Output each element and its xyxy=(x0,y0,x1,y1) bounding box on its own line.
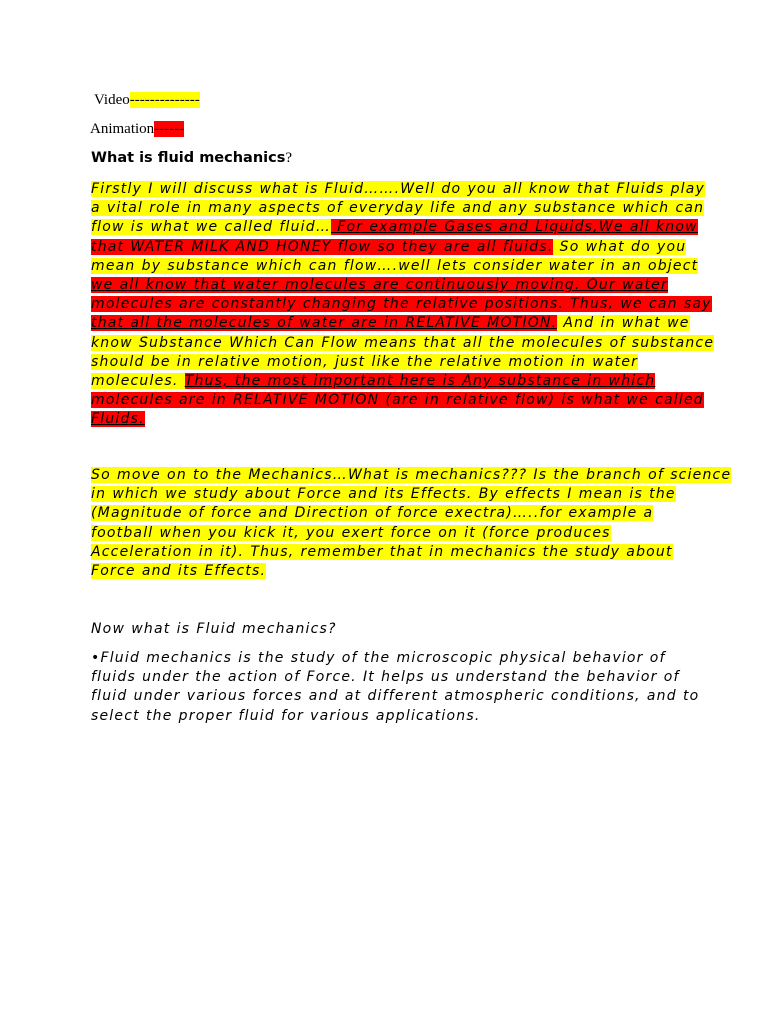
p4-line-4: select the proper fluid for various applications. xyxy=(91,707,481,724)
p1-line-9: know Substance Which Can Flow means that all the molecules of substance xyxy=(91,334,715,351)
p4-line-3: fluid under various forces and at different atmospheric conditions, and to xyxy=(91,688,700,705)
p1-line-4a: that WATER MILK AND HONEY flow so they are all fluids. xyxy=(91,238,554,255)
p1-line-2: a vital role in many aspects of everyday life and any substance which can xyxy=(91,200,705,217)
p1-line-10: should be in relative motion, just like the relative motion in water xyxy=(91,353,639,370)
p1-line-13: Fluids. xyxy=(91,411,145,428)
animation-label: Animation xyxy=(90,121,155,137)
heading xyxy=(91,150,292,167)
p2-line-5: Acceleration in it). Thus, remember that in mechanics the study about xyxy=(91,543,673,560)
p4-line-2: fluids under the action of Force. It helps us understand the behavior of xyxy=(91,669,680,686)
video-label: Video xyxy=(94,92,130,108)
p2-line-1: So move on to the Mechanics…What is mechanics??? Is the branch of science xyxy=(91,467,732,483)
p3-line-1: Now what is Fluid mechanics? xyxy=(91,621,337,637)
p1-line-8a: that all the molecules of water are in RELATIVE MOTION. xyxy=(91,315,558,332)
p1-line-4b: So what do you xyxy=(553,238,687,255)
paragraph-fluid xyxy=(91,180,715,430)
video-line xyxy=(94,92,200,109)
p1-line-8b: And in what we xyxy=(557,315,690,332)
p1-line-3a: flow is what we called fluid… xyxy=(91,219,332,236)
animation-line xyxy=(90,121,184,138)
p1-line-12: molecules are in RELATIVE MOTION (are in relative flow) is what we called xyxy=(91,392,704,409)
p4-line-1: •Fluid mechanics is the study of the microscopic physical behavior of xyxy=(91,650,666,666)
p2-line-6: Force and its Effects. xyxy=(91,563,267,580)
heading-suffix: ? xyxy=(285,150,293,166)
p1-line-3b: For example Gases and Liquids,We all know xyxy=(331,219,698,236)
animation-dashes: ------ xyxy=(154,121,185,137)
p1-line-11b: Thus, the most important here is Any substance in which xyxy=(184,373,656,390)
p2-line-3: (Magnitude of force and Direction of force exectra)…..for example a xyxy=(91,505,654,522)
p1-line-7: molecules are constantly changing the relative positions. Thus, we can say xyxy=(91,296,712,313)
p1-line-5: mean by substance which can flow….well lets consider water in an object xyxy=(91,257,699,274)
p2-line-2: in which we study about Force and its Effects. By effects I mean is the xyxy=(91,486,676,503)
p1-line-11a: molecules. xyxy=(91,373,185,390)
paragraph-definition xyxy=(91,649,700,726)
video-dashes: -------------- xyxy=(129,92,200,108)
p2-line-4: football when you kick it, you exert force on it (force produces xyxy=(91,524,611,541)
p1-line-1: Firstly I will discuss what is Fluid…….Well do you all know that Fluids play xyxy=(91,181,706,197)
paragraph-question xyxy=(91,620,691,639)
heading-bold: What is fluid mechanics xyxy=(91,150,286,166)
paragraph-mechanics xyxy=(91,466,732,581)
p1-line-6: we all know that water molecules are continuously moving. Our water xyxy=(91,277,668,294)
